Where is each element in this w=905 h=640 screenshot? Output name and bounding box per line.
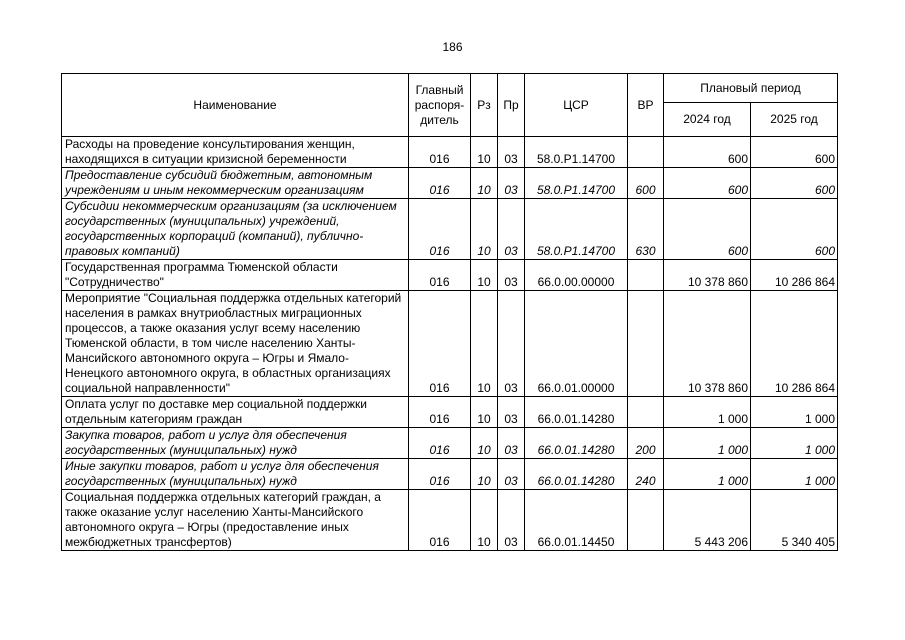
header-subsection: Пр (498, 74, 525, 137)
header-year-2024: 2024 год (664, 103, 751, 137)
header-name: Наименование (62, 74, 409, 137)
row-amount-2024: 1 000 (664, 459, 751, 490)
row-amount-2024: 600 (664, 137, 751, 168)
row-target-article: 66.0.01.14450 (525, 490, 628, 551)
row-amount-2025: 10 286 864 (751, 260, 838, 291)
row-expense-type: 630 (628, 199, 664, 260)
row-target-article: 66.0.01.00000 (525, 291, 628, 397)
row-section: 10 (471, 168, 498, 199)
row-subsection: 03 (498, 137, 525, 168)
header-year-2025: 2025 год (751, 103, 838, 137)
row-section: 10 (471, 490, 498, 551)
row-name: Субсидии некоммерческим организациям (за исключением государственных (муниципальных) учреждений, государственных корпораций (компаний), публично-правовых компаний) (62, 199, 409, 260)
row-amount-2025: 1 000 (751, 428, 838, 459)
row-subsection: 03 (498, 459, 525, 490)
row-amount-2025: 1 000 (751, 459, 838, 490)
row-target-article: 66.0.01.14280 (525, 459, 628, 490)
table-row (62, 490, 838, 551)
row-subsection: 03 (498, 260, 525, 291)
page-number: 186 (442, 40, 463, 54)
row-section: 10 (471, 397, 498, 428)
row-name: Государственная программа Тюменской области "Сотрудничество" (62, 260, 409, 291)
table-row (62, 291, 838, 397)
row-amount-2025: 5 340 405 (751, 490, 838, 551)
row-section: 10 (471, 260, 498, 291)
row-expense-type: 200 (628, 428, 664, 459)
row-amount-2024: 1 000 (664, 428, 751, 459)
header-section: Рз (471, 74, 498, 137)
row-name: Оплата услуг по доставке мер социальной поддержки отдельным категориям граждан (62, 397, 409, 428)
row-amount-2025: 1 000 (751, 397, 838, 428)
row-target-article: 58.0.Р1.14700 (525, 137, 628, 168)
budget-table (61, 73, 838, 551)
row-amount-2024: 10 378 860 (664, 291, 751, 397)
row-main-manager: 016 (409, 428, 471, 459)
row-main-manager: 016 (409, 291, 471, 397)
row-amount-2025: 10 286 864 (751, 291, 838, 397)
row-name: Расходы на проведение консультирования женщин, находящихся в ситуации кризисной беременности (62, 137, 409, 168)
row-target-article: 66.0.00.00000 (525, 260, 628, 291)
row-name: Мероприятие "Социальная поддержка отдельных категорий населения в рамках внутриобластных миграционных процессов, а также оказания услуг всему населению Тюменской области, в том числе населению Ханты-Мансийского автономного округа – Югры и Ямало-Ненецкого автономного округа, в областных организациях социальной направленности" (62, 291, 409, 397)
row-amount-2024: 1 000 (664, 397, 751, 428)
row-name: Предоставление субсидий бюджетным, автономным учреждениям и иным некоммерческим организациям (62, 168, 409, 199)
row-main-manager: 016 (409, 260, 471, 291)
row-section: 10 (471, 428, 498, 459)
row-target-article: 66.0.01.14280 (525, 428, 628, 459)
row-subsection: 03 (498, 199, 525, 260)
row-target-article: 66.0.01.14280 (525, 397, 628, 428)
row-main-manager: 016 (409, 137, 471, 168)
row-target-article: 58.0.Р1.14700 (525, 168, 628, 199)
row-section: 10 (471, 459, 498, 490)
row-subsection: 03 (498, 397, 525, 428)
row-main-manager: 016 (409, 168, 471, 199)
row-name: Иные закупки товаров, работ и услуг для обеспечения государственных (муниципальных) нужд (62, 459, 409, 490)
row-expense-type (628, 397, 664, 428)
row-name: Социальная поддержка отдельных категорий граждан, а также оказание услуг населению Ханты-Мансийского автономного округа – Югры (предоставление иных межбюджетных трансфертов) (62, 490, 409, 551)
row-amount-2024: 600 (664, 199, 751, 260)
table-row (62, 168, 838, 199)
row-main-manager: 016 (409, 397, 471, 428)
row-main-manager: 016 (409, 490, 471, 551)
table-row (62, 199, 838, 260)
row-subsection: 03 (498, 291, 525, 397)
row-subsection: 03 (498, 168, 525, 199)
header-target-article: ЦСР (525, 74, 628, 137)
table-row (62, 397, 838, 428)
row-amount-2024: 10 378 860 (664, 260, 751, 291)
table-row (62, 459, 838, 490)
row-target-article: 58.0.Р1.14700 (525, 199, 628, 260)
header-expense-type: ВР (628, 74, 664, 137)
row-section: 10 (471, 291, 498, 397)
table-row (62, 260, 838, 291)
row-expense-type (628, 291, 664, 397)
row-subsection: 03 (498, 490, 525, 551)
row-expense-type (628, 137, 664, 168)
row-amount-2024: 600 (664, 168, 751, 199)
row-amount-2025: 600 (751, 199, 838, 260)
row-expense-type: 240 (628, 459, 664, 490)
row-expense-type (628, 260, 664, 291)
row-amount-2024: 5 443 206 (664, 490, 751, 551)
row-name: Закупка товаров, работ и услуг для обеспечения государственных (муниципальных) нужд (62, 428, 409, 459)
row-main-manager: 016 (409, 459, 471, 490)
row-amount-2025: 600 (751, 137, 838, 168)
row-main-manager: 016 (409, 199, 471, 260)
row-expense-type (628, 490, 664, 551)
row-section: 10 (471, 137, 498, 168)
row-section: 10 (471, 199, 498, 260)
row-amount-2025: 600 (751, 168, 838, 199)
table-row (62, 428, 838, 459)
header-main-manager: Главный распоря-дитель (409, 74, 471, 137)
table-row (62, 137, 838, 168)
row-subsection: 03 (498, 428, 525, 459)
header-planned-period: Плановый период (664, 74, 838, 103)
row-expense-type: 600 (628, 168, 664, 199)
